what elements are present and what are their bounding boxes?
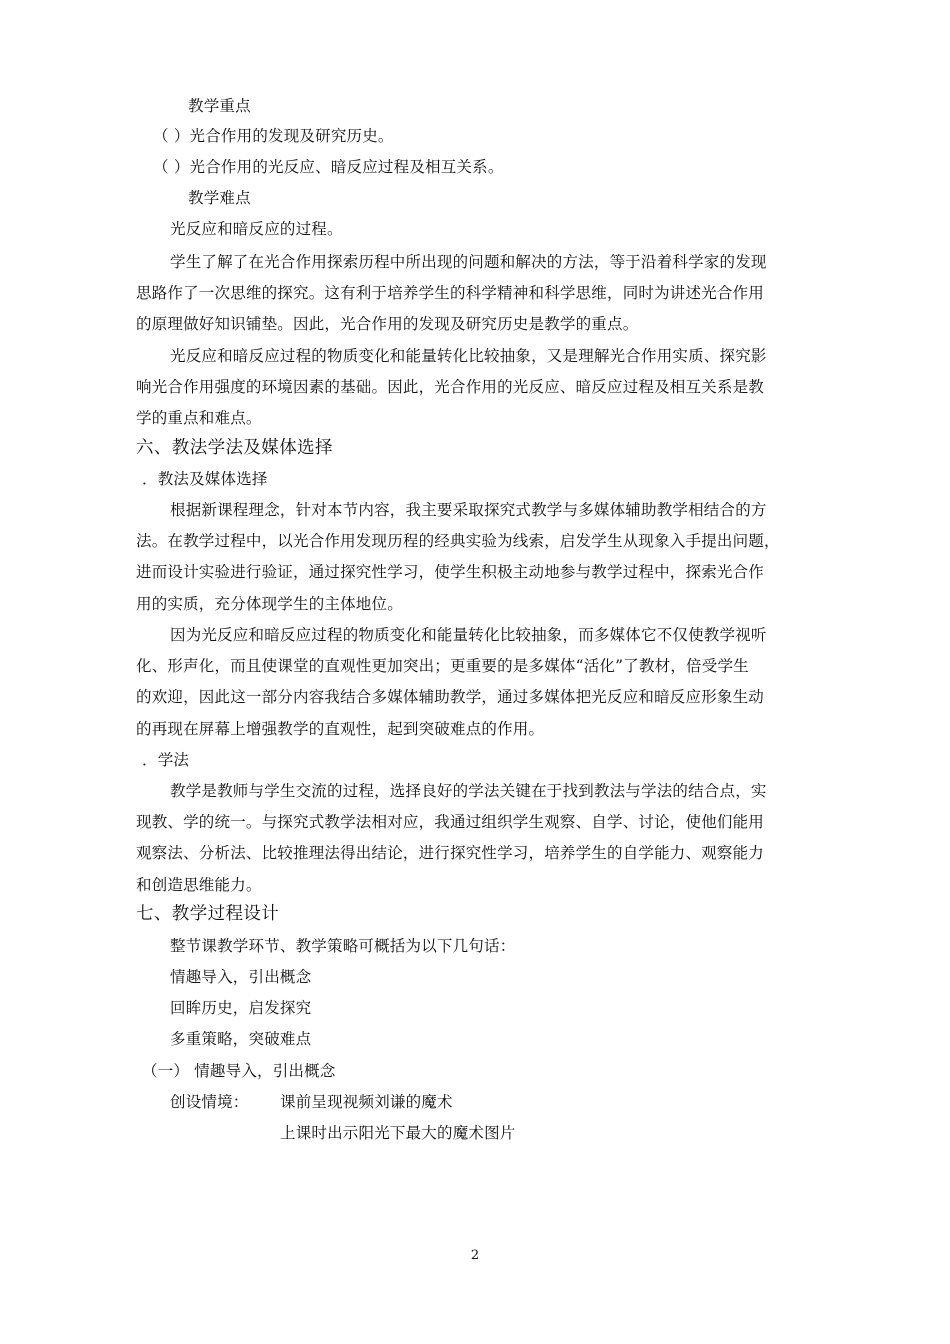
paragraph-line: 根据新课程理念，针对本节内容，我主要采取探究式教学与多媒体辅助教学相结合的方 — [170, 501, 767, 519]
paragraph-line: 进而设计实验进行验证，通过探究性学习，使学生积极主动地参与教学过程中，探索光合作 — [136, 563, 765, 581]
paragraph-line: 现教、学的统一。与探究式教学法相对应，我通过组织学生观察、自学、讨论，使他们能用 — [136, 813, 765, 831]
key-point-item: （ ）光合作用的光反应、暗反应过程及相互关系。 — [153, 158, 504, 176]
paragraph-line: 思路作了一次思维的探究。这有利于培养学生的科学精神和科学思维，同时为讲述光合作用 — [136, 284, 765, 302]
paragraph-line: 观察法、分析法、比较推理法得出结论，进行探究性学习，培养学生的自学能力、观察能力 — [136, 844, 765, 862]
scenario-item: 课前呈现视频刘谦的魔术 — [280, 1093, 453, 1111]
subheading-difficult-points: 教学难点 — [188, 189, 251, 207]
paragraph-line: 因为光反应和暗反应过程的物质变化和能量转化比较抽象，而多媒体它不仅使教学视听 — [170, 626, 767, 644]
paragraph-line: 的欢迎，因此这一部分内容我结合多媒体辅助教学，通过多媒体把光反应和暗反应形象生动 — [136, 688, 765, 706]
paragraph-line: 学生了解了在光合作用探索历程中所出现的问题和解决的方法，等于沿着科学家的发现 — [170, 253, 767, 271]
page-number: 2 — [470, 1248, 480, 1263]
paragraph-line: 法。在教学过程中，以光合作用发现历程的经典实验为线索，启发学生从现象入手提出问题， — [136, 532, 780, 550]
paragraph-line: 用的实质，充分体现学生的主体地位。 — [136, 595, 403, 613]
paragraph-line: 和创造思维能力。 — [136, 876, 262, 894]
scenario-item: 上课时出示阳光下最大的魔术图片 — [280, 1124, 516, 1142]
subsection-heading: ．学法 — [142, 751, 190, 769]
paragraph-line: 光反应和暗反应过程的物质变化和能量转化比较抽象，又是理解光合作用实质、探究影 — [170, 347, 767, 365]
paragraph-line: 的原理做好知识铺垫。因此，光合作用的发现及研究历史是教学的重点。 — [136, 315, 639, 333]
paragraph-line: 的再现在屏幕上增强教学的直观性，起到突破难点的作用。 — [136, 720, 545, 738]
paragraph-line: 化、形声化，而且使课堂的直观性更加突出；更重要的是多媒体“活化”了教材，倍受学生 — [136, 657, 749, 675]
difficult-point-item: 光反应和暗反应的过程。 — [170, 220, 343, 238]
section-heading-six: 六、教法学法及媒体选择 — [136, 438, 333, 458]
key-point-item: （ ）光合作用的发现及研究历史。 — [153, 127, 394, 145]
paragraph-line: 响光合作用强度的环境因素的基础。因此，光合作用的光反应、暗反应过程及相互关系是教 — [136, 378, 765, 396]
section-heading-seven: 七、教学过程设计 — [136, 904, 280, 924]
summary-phrase: 情趣导入，引出概念 — [170, 968, 312, 986]
subheading-key-points: 教学重点 — [188, 97, 251, 115]
summary-phrase: 回眸历史，启发探究 — [170, 999, 312, 1017]
paragraph-line: 整节课教学环节、教学策略可概括为以下几句话： — [170, 937, 516, 955]
paragraph-line: 教学是教师与学生交流的过程，选择良好的学法关键在于找到教法与学法的结合点，实 — [170, 782, 767, 800]
subsection-heading: ．教法及媒体选择 — [142, 470, 268, 488]
summary-phrase: 多重策略，突破难点 — [170, 1030, 312, 1048]
scenario-label: 创设情境： — [170, 1093, 249, 1111]
paragraph-line: 学的重点和难点。 — [136, 409, 262, 427]
subsection-heading: （一） 情趣导入，引出概念 — [142, 1062, 336, 1080]
